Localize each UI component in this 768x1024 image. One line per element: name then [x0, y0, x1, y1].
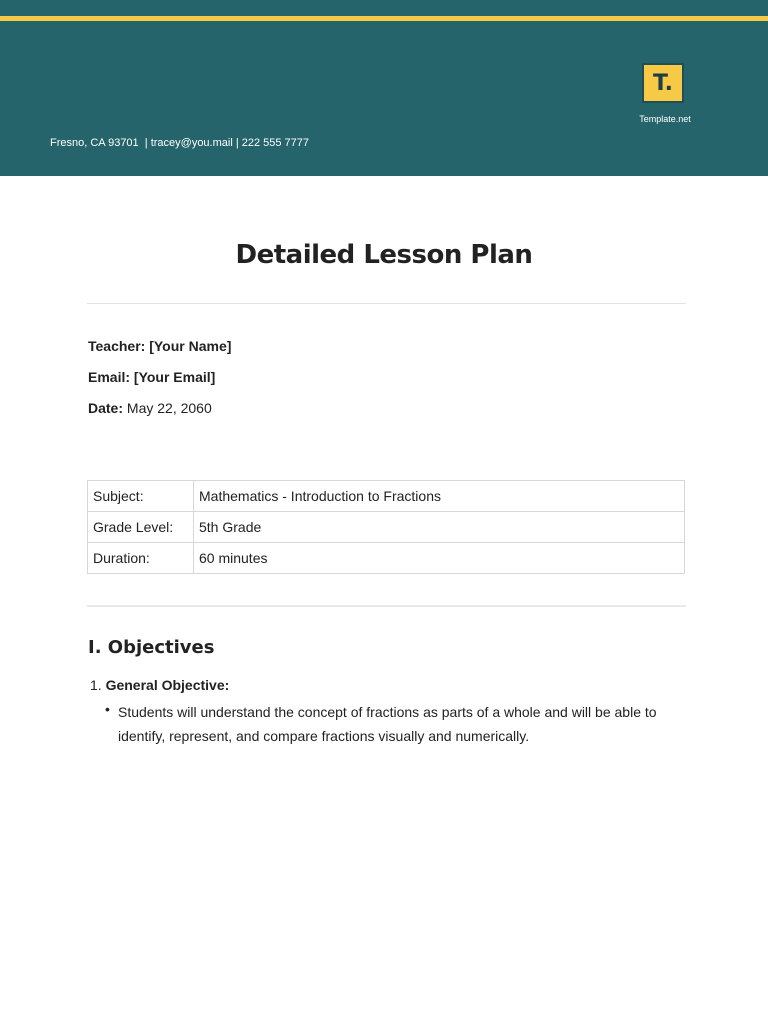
date-label: Date: — [88, 400, 124, 416]
lesson-details-table — [87, 480, 685, 574]
teacher-label: Teacher: — [88, 338, 146, 354]
email-value: [Your Email] — [133, 369, 216, 385]
header-accent-stripe — [0, 16, 768, 21]
objective-item — [90, 677, 229, 693]
contact-info: Fresno, CA 93701 | tracey@you.mail | 222 555 7777 — [50, 137, 310, 149]
table-value-cell: 60 minutes — [194, 543, 685, 574]
header-banner — [0, 0, 768, 176]
divider — [87, 605, 686, 607]
table-row — [88, 512, 685, 543]
table-row — [88, 481, 685, 512]
table-key-cell: Grade Level: — [88, 512, 194, 543]
date-line — [88, 400, 212, 416]
table-value-cell: Mathematics - Introduction to Fractions — [194, 481, 685, 512]
teacher-value: [Your Name] — [149, 338, 232, 354]
objectives-heading: I. Objectives — [88, 637, 215, 658]
teacher-line — [88, 338, 231, 354]
bullet-icon: • — [105, 701, 110, 717]
table-key-cell: Duration: — [88, 543, 194, 574]
objective-label: General Objective: — [105, 677, 230, 693]
template-logo-icon: T. — [642, 63, 684, 103]
page-title: Detailed Lesson Plan — [235, 240, 533, 270]
email-line — [88, 369, 215, 385]
divider — [87, 303, 686, 304]
date-value: May 22, 2060 — [126, 400, 212, 416]
logo-caption: Template.net — [639, 114, 691, 124]
email-label: Email: — [88, 369, 131, 385]
objective-number: 1. — [90, 677, 102, 693]
table-key-cell: Subject: — [88, 481, 194, 512]
table-value-cell: 5th Grade — [194, 512, 685, 543]
objective-bullet-text: Students will understand the concept of fractions as parts of a whole and will be able to identify, represent, and compare fractions visually and numerically. — [118, 704, 657, 744]
table-row — [88, 543, 685, 574]
